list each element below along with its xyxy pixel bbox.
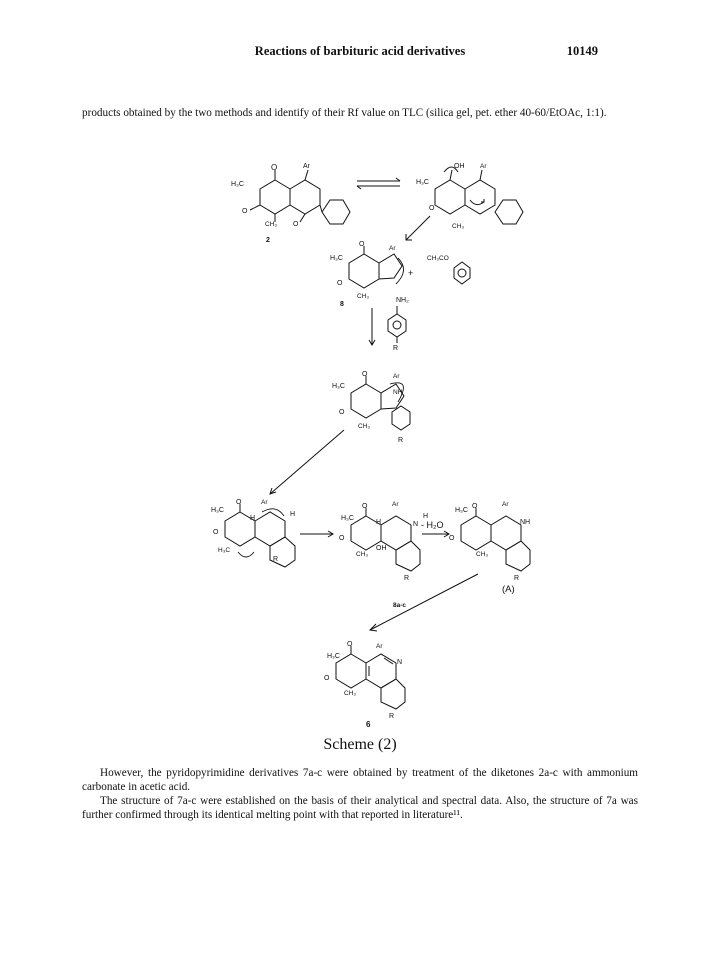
structure-cyclization bbox=[211, 499, 295, 567]
r-substituent-label: R bbox=[393, 345, 399, 352]
r-substituent-label: R bbox=[404, 575, 410, 582]
compound-8-label: 8 bbox=[340, 301, 344, 308]
page-number: 10149 bbox=[566, 44, 598, 58]
dehydration-label: - H₂O bbox=[421, 520, 444, 530]
ar-label: Ar bbox=[376, 643, 383, 650]
reaction-arrow bbox=[406, 216, 430, 240]
oxygen-label: O bbox=[271, 163, 278, 172]
equilibrium-arrow bbox=[357, 178, 400, 189]
methyl-label: CH₃ bbox=[476, 551, 489, 558]
methyl-label: CH₃ bbox=[452, 223, 465, 230]
body-paragraph-1: However, the pyridopyrimidine derivatives 7a-c were obtained by treatment of the diketones 2a-c with ammonium carbonate in acetic acid. bbox=[82, 767, 638, 793]
methyl-label: H₃C bbox=[332, 383, 345, 390]
compound-8ac-label: 8a-c bbox=[393, 602, 407, 609]
reaction-arrow bbox=[370, 574, 478, 630]
r-substituent-label: R bbox=[273, 556, 279, 563]
structure-2 bbox=[231, 163, 350, 244]
r-substituent-label: R bbox=[514, 575, 520, 582]
nitrogen-label: N bbox=[413, 521, 419, 528]
nitrogen-label: N bbox=[397, 659, 403, 666]
ar-label: Ar bbox=[502, 501, 509, 508]
oxygen-label: O bbox=[339, 535, 345, 542]
methyl-label: CH₃ bbox=[358, 423, 371, 430]
structure-6 bbox=[324, 641, 405, 729]
structure-enamine bbox=[332, 371, 410, 444]
methyl-label: H₃C bbox=[330, 255, 343, 262]
ar-label: Ar bbox=[393, 373, 400, 380]
methyl-label: H₃C bbox=[455, 507, 468, 514]
oxygen-label: O bbox=[359, 241, 365, 248]
oxygen-label: O bbox=[472, 503, 478, 510]
plus-sign: + bbox=[408, 268, 414, 278]
methyl-label: H₃C bbox=[231, 181, 244, 188]
oxygen-label: O bbox=[449, 535, 455, 542]
structure-enol bbox=[416, 163, 523, 230]
oxygen-label: O bbox=[362, 503, 368, 510]
hydrogen-label: H bbox=[250, 515, 256, 522]
methyl-label: H₃C bbox=[211, 507, 224, 514]
methyl-label: H₃C bbox=[416, 179, 429, 186]
structure-A bbox=[449, 501, 530, 595]
running-header: Reactions of barbituric acid derivatives bbox=[254, 44, 466, 58]
oxygen-label: O bbox=[429, 205, 435, 212]
structure-carbinolamine bbox=[339, 501, 428, 582]
oxygen-label: O bbox=[236, 499, 242, 506]
ar-label: Ar bbox=[389, 245, 396, 252]
oxygen-label: O bbox=[293, 221, 299, 228]
acetophenone-label: CH₃CO bbox=[427, 255, 449, 262]
compound-2-label: 2 bbox=[266, 237, 270, 244]
methyl-label: H₃C bbox=[327, 653, 340, 660]
hydrogen-label: H bbox=[376, 519, 382, 526]
intermediate-a-label: (A) bbox=[502, 584, 515, 595]
methyl-label: CH₃ bbox=[265, 221, 278, 228]
body-paragraph-2: The structure of 7a-c were established on the basis of their analytical and spectral data. Also, the structure of 7a was further confirmed through its identical melting point with that reported in literature¹¹. bbox=[82, 795, 638, 821]
oxygen-label: O bbox=[213, 529, 219, 536]
intro-paragraph: products obtained by the two methods and identify of their Rf value on TLC (silica gel, pet. ether 40-60/EtOAc, 1:1). bbox=[82, 107, 607, 119]
imine-nh-label: NH bbox=[520, 519, 531, 526]
hydroxyl-label: OH bbox=[454, 163, 465, 170]
amine-label: NH₂ bbox=[396, 297, 409, 304]
reaction-arrow bbox=[270, 430, 344, 494]
methyl-label: H₃C bbox=[218, 547, 231, 554]
methyl-label: CH₃ bbox=[356, 551, 369, 558]
oxygen-label: O bbox=[339, 409, 345, 416]
oxygen-label: O bbox=[337, 280, 343, 287]
ar-label: Ar bbox=[392, 501, 399, 508]
methyl-label: CH₃ bbox=[357, 293, 370, 300]
reaction-arrow-head bbox=[370, 624, 377, 631]
hydrogen-label: H bbox=[423, 513, 429, 520]
r-substituent-label: R bbox=[398, 437, 404, 444]
hydrogen-label: H bbox=[290, 511, 296, 518]
ar-label: Ar bbox=[303, 163, 310, 170]
oxygen-label: O bbox=[362, 371, 368, 378]
ar-label: Ar bbox=[261, 499, 268, 506]
oxygen-label: O bbox=[324, 675, 330, 682]
r-substituent-label: R bbox=[389, 713, 395, 720]
scheme-caption: Scheme (2) bbox=[323, 736, 397, 753]
methyl-label: H₃C bbox=[341, 515, 354, 522]
structure-8 bbox=[330, 241, 470, 352]
compound-6-label: 6 bbox=[366, 720, 371, 729]
imine-nh-label: NH bbox=[393, 389, 403, 396]
hydroxyl-label: OH bbox=[376, 545, 387, 552]
methyl-label: CH₃ bbox=[344, 690, 357, 697]
oxygen-label: O bbox=[347, 641, 353, 648]
oxygen-label: O bbox=[242, 208, 248, 215]
ar-label: Ar bbox=[480, 163, 487, 170]
